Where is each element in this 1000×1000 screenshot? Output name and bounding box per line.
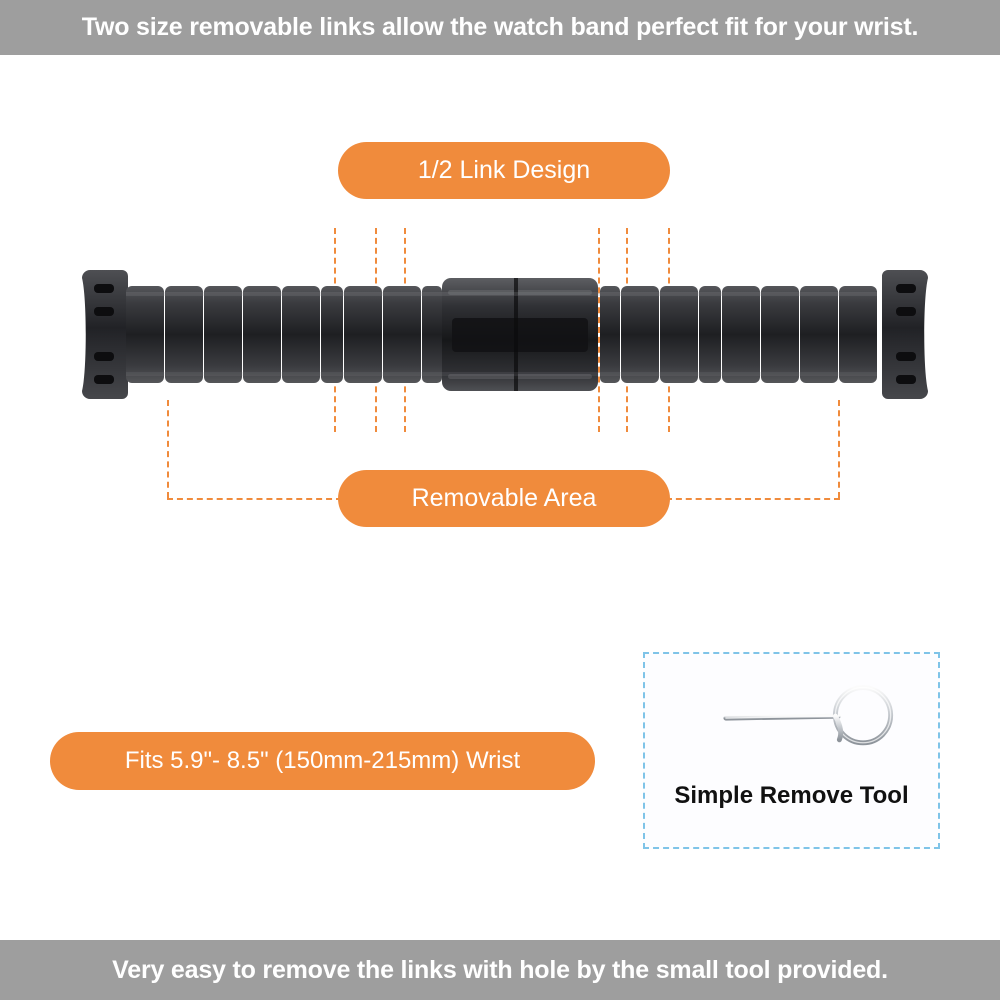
remove-tool-caption: Simple Remove Tool [674,782,909,809]
fits-wrist-label: Fits 5.9"- 8.5" (150mm-215mm) Wrist [50,732,595,790]
removable-bracket-left-drop [167,400,169,498]
top-banner: Two size removable links allow the watch band perfect fit for your wrist. [0,0,1000,55]
metal-watch-band-icon [80,262,930,407]
bottom-banner: Very easy to remove the links with hole by the small tool provided. [0,940,1000,1000]
remove-tool-panel [643,652,940,849]
half-link-design-label: 1/2 Link Design [338,142,670,199]
removable-bracket-left-arm [167,498,342,500]
removable-area-label: Removable Area [338,470,670,527]
removable-bracket-right-arm [666,498,840,500]
removable-bracket-right-drop [838,400,840,498]
remove-pin-tool-icon [645,672,938,782]
